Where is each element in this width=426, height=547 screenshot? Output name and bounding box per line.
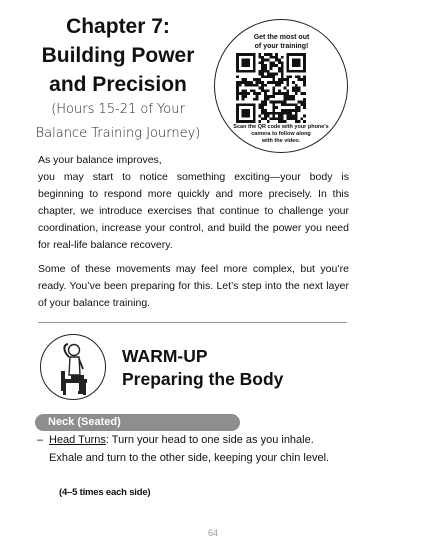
qr-module: [295, 117, 298, 120]
qr-module: [256, 92, 259, 95]
qr-module: [303, 115, 306, 118]
qr-module: [298, 75, 301, 78]
qr-module: [295, 87, 298, 90]
qr-module: [295, 115, 298, 118]
qr-module: [303, 92, 306, 95]
qr-module: [284, 109, 287, 112]
qr-module: [244, 81, 247, 84]
intro-paragraph-start: As your balance improves,: [38, 154, 162, 166]
qr-module: [270, 117, 273, 120]
qr-heading-line2: of your training!: [254, 43, 309, 50]
qr-module: [264, 59, 267, 62]
qr-module: [258, 73, 261, 76]
qr-module: [264, 109, 267, 112]
qr-module: [272, 92, 275, 95]
exercise-name: Head Turns: [49, 434, 106, 446]
qr-module: [250, 84, 253, 87]
qr-instructions: [222, 124, 340, 145]
qr-module: [295, 92, 298, 95]
qr-module: [284, 103, 287, 106]
qr-module: [298, 109, 301, 112]
qr-module: [250, 81, 253, 84]
qr-module: [272, 117, 275, 120]
qr-module: [303, 98, 306, 101]
qr-module: [286, 115, 289, 118]
qr-module: [270, 61, 273, 64]
qr-module: [261, 106, 264, 109]
qr-module: [281, 109, 284, 112]
qr-module: [278, 117, 281, 120]
qr-module: [275, 92, 278, 95]
qr-module: [275, 84, 278, 87]
qr-module: [275, 56, 278, 59]
qr-module: [253, 92, 256, 95]
qr-module: [295, 112, 298, 115]
qr-module: [275, 64, 278, 67]
qr-module: [270, 67, 273, 70]
qr-module: [278, 70, 281, 73]
qr-module: [267, 53, 270, 56]
qr-module: [267, 115, 270, 118]
qr-module: [278, 61, 281, 64]
qr-module: [272, 78, 275, 81]
qr-module: [247, 81, 250, 84]
section-divider: [38, 322, 347, 323]
qr-module: [275, 112, 278, 115]
qr-module: [298, 87, 301, 90]
qr-module: [264, 67, 267, 70]
qr-module: [261, 84, 264, 87]
qr-module: [258, 115, 261, 118]
qr-module: [281, 61, 284, 64]
qr-module: [258, 87, 261, 90]
qr-module: [286, 81, 289, 84]
qr-module: [253, 84, 256, 87]
qr-module: [242, 81, 245, 84]
qr-module: [286, 84, 289, 87]
qr-module: [239, 84, 242, 87]
qr-module: [275, 106, 278, 109]
qr-module: [264, 92, 267, 95]
qr-module: [278, 67, 281, 70]
qr-module: [256, 95, 259, 98]
chapter-subtitle-line1: (Hours 15-21 of Your: [51, 102, 185, 117]
qr-module: [258, 61, 261, 64]
qr-module: [261, 75, 264, 78]
qr-module: [275, 59, 278, 62]
qr-module: [292, 103, 295, 106]
qr-module: [236, 84, 239, 87]
qr-module: [244, 84, 247, 87]
qr-module: [278, 92, 281, 95]
qr-module: [261, 112, 264, 115]
qr-module: [298, 89, 301, 92]
qr-module: [286, 103, 289, 106]
qr-module: [284, 120, 287, 123]
qr-module: [303, 106, 306, 109]
bullet-dash: –: [37, 434, 44, 446]
qr-module: [267, 70, 270, 73]
qr-module: [256, 84, 259, 87]
qr-module: [292, 117, 295, 120]
qr-module: [284, 112, 287, 115]
qr-module: [253, 78, 256, 81]
qr-module: [236, 89, 239, 92]
qr-module: [295, 84, 298, 87]
seated-stretch-illustration-icon: [40, 334, 106, 400]
qr-module: [292, 87, 295, 90]
qr-module: [264, 117, 267, 120]
qr-module: [281, 78, 284, 81]
qr-module: [264, 112, 267, 115]
qr-module: [270, 56, 273, 59]
qr-module: [244, 78, 247, 81]
qr-module: [244, 95, 247, 98]
qr-module: [298, 120, 301, 123]
qr-module: [264, 70, 267, 73]
qr-module: [272, 64, 275, 67]
qr-module: [289, 117, 292, 120]
chapter-title-line3: and Precision: [49, 73, 187, 96]
qr-module: [270, 73, 273, 76]
qr-module: [264, 115, 267, 118]
qr-module: [289, 95, 292, 98]
qr-module: [300, 117, 303, 120]
qr-module: [281, 67, 284, 70]
qr-module: [275, 81, 278, 84]
qr-module: [270, 53, 273, 56]
qr-module: [281, 92, 284, 95]
qr-module: [298, 101, 301, 104]
qr-instructions-line1: Scan the QR code with your phone's: [233, 124, 329, 130]
qr-module: [272, 56, 275, 59]
qr-module: [284, 92, 287, 95]
qr-module: [258, 70, 261, 73]
qr-module: [239, 92, 242, 95]
qr-module: [264, 84, 267, 87]
qr-module: [303, 84, 306, 87]
qr-module: [286, 112, 289, 115]
qr-module: [286, 78, 289, 81]
qr-module: [275, 101, 278, 104]
qr-module: [272, 61, 275, 64]
qr-module: [281, 103, 284, 106]
encouragement-paragraph: Some of these movements may feel more complex, but you’re ready. You’ve been preparing for this. Let’s step into the next layer of your balance training.: [38, 263, 349, 309]
qr-module: [278, 115, 281, 118]
qr-module: [261, 73, 264, 76]
qr-module: [261, 61, 264, 64]
qr-instructions-line3: with the video.: [261, 138, 301, 144]
qr-module: [264, 95, 267, 98]
qr-module: [261, 87, 264, 90]
qr-module: [256, 81, 259, 84]
qr-module: [272, 89, 275, 92]
qr-module: [264, 64, 267, 67]
qr-module: [239, 81, 242, 84]
chapter-subtitle: [30, 98, 206, 146]
qr-module: [258, 56, 261, 59]
qr-module: [292, 98, 295, 101]
qr-module: [236, 98, 239, 101]
qr-module: [303, 78, 306, 81]
qr-module: [264, 75, 267, 78]
chapter-title: [28, 12, 208, 99]
qr-module: [261, 103, 264, 106]
qr-module: [284, 98, 287, 101]
qr-heading-line1: Get the most out: [253, 34, 310, 41]
qr-module: [270, 64, 273, 67]
qr-module: [258, 81, 261, 84]
qr-module: [278, 59, 281, 62]
qr-module: [300, 78, 303, 81]
qr-module: [272, 75, 275, 78]
qr-module: [272, 95, 275, 98]
qr-module: [261, 109, 264, 112]
qr-module: [270, 112, 273, 115]
qr-module: [264, 89, 267, 92]
qr-module: [261, 70, 264, 73]
qr-module: [258, 120, 261, 123]
qr-module: [244, 89, 247, 92]
qr-module: [258, 106, 261, 109]
qr-module: [281, 101, 284, 104]
qr-finder-pattern: [292, 59, 300, 67]
qr-module: [300, 101, 303, 104]
warmup-heading-line1: WARM-UP: [122, 346, 208, 366]
qr-module: [261, 81, 264, 84]
qr-module: [272, 87, 275, 90]
qr-module: [267, 81, 270, 84]
qr-module: [267, 98, 270, 101]
qr-module: [289, 109, 292, 112]
qr-module: [258, 78, 261, 81]
qr-module: [236, 95, 239, 98]
qr-module: [295, 75, 298, 78]
qr-module: [303, 101, 306, 104]
qr-module: [284, 101, 287, 104]
qr-module: [286, 98, 289, 101]
warmup-heading-line2: Preparing the Body: [122, 369, 284, 389]
qr-module: [247, 84, 250, 87]
qr-finder-pattern: [242, 109, 250, 117]
qr-module: [247, 92, 250, 95]
qr-module: [278, 89, 281, 92]
qr-module: [295, 109, 298, 112]
qr-module: [250, 89, 253, 92]
qr-module: [272, 109, 275, 112]
qr-module: [272, 103, 275, 106]
intro-paragraph: you may start to notice something exciting—your body is beginning to respond more quickly and more precisely. In this chapter, we introduce exercises that continue to challenge your coordination, increase your control, and build the power you need for real-life balance recovery.: [38, 171, 349, 251]
qr-module: [286, 75, 289, 78]
qr-module: [292, 115, 295, 118]
qr-finder-pattern: [242, 59, 250, 67]
qr-module: [261, 64, 264, 67]
qr-module: [289, 112, 292, 115]
qr-module: [295, 106, 298, 109]
page-number: 64: [207, 528, 218, 538]
qr-module: [303, 120, 306, 123]
qr-module: [258, 53, 261, 56]
qr-module: [298, 78, 301, 81]
qr-module: [256, 78, 259, 81]
qr-module: [272, 101, 275, 104]
qr-module: [261, 67, 264, 70]
qr-module: [242, 92, 245, 95]
qr-code-icon[interactable]: [236, 53, 306, 123]
qr-module: [292, 81, 295, 84]
qr-module: [281, 56, 284, 59]
qr-module: [236, 87, 239, 90]
qr-module: [281, 73, 284, 76]
chapter-title-line1: Chapter 7:: [66, 15, 170, 38]
qr-module: [267, 95, 270, 98]
qr-module: [261, 101, 264, 104]
qr-module: [244, 92, 247, 95]
qr-module: [295, 120, 298, 123]
qr-module: [275, 53, 278, 56]
qr-module: [272, 73, 275, 76]
qr-module: [264, 98, 267, 101]
qr-module: [267, 120, 270, 123]
qr-module: [275, 117, 278, 120]
qr-module: [272, 115, 275, 118]
qr-module: [300, 103, 303, 106]
qr-module: [270, 81, 273, 84]
qr-module: [253, 98, 256, 101]
qr-module: [278, 84, 281, 87]
chapter-title-line2: Building Power: [41, 44, 195, 67]
qr-module: [303, 103, 306, 106]
qr-module: [289, 103, 292, 106]
qr-module: [286, 95, 289, 98]
qr-module: [281, 64, 284, 67]
qr-module: [267, 112, 270, 115]
qr-module: [303, 75, 306, 78]
qr-instructions-line2: camera to follow along: [251, 131, 311, 137]
qr-module: [286, 92, 289, 95]
qr-module: [270, 75, 273, 78]
qr-module: [258, 103, 261, 106]
qr-module: [270, 101, 273, 104]
qr-module: [261, 117, 264, 120]
qr-module: [278, 120, 281, 123]
qr-module: [281, 70, 284, 73]
qr-module: [275, 73, 278, 76]
qr-heading: [228, 33, 335, 51]
qr-module: [272, 106, 275, 109]
warmup-heading: [122, 345, 283, 391]
qr-module: [264, 53, 267, 56]
qr-module: [278, 81, 281, 84]
qr-module: [264, 101, 267, 104]
qr-module: [281, 117, 284, 120]
qr-module: [242, 95, 245, 98]
qr-module: [289, 98, 292, 101]
qr-module: [295, 103, 298, 106]
qr-module: [292, 95, 295, 98]
qr-module: [300, 92, 303, 95]
qr-module: [261, 59, 264, 62]
qr-module: [258, 92, 261, 95]
qr-module: [242, 89, 245, 92]
qr-module: [270, 95, 273, 98]
qr-module: [281, 112, 284, 115]
qr-module: [281, 81, 284, 84]
qr-module: [267, 59, 270, 62]
qr-module: [267, 89, 270, 92]
exercise-instructions: : Turn your head to one side as you inhale. Exhale and turn to the other side, keeping your chin level.: [49, 434, 330, 464]
section-label: Neck (Seated): [48, 416, 121, 428]
qr-module: [295, 89, 298, 92]
qr-module: [236, 75, 239, 78]
repetitions-note: (4–5 times each side): [59, 487, 151, 498]
chapter-subtitle-line2: Balance Training Journey): [35, 126, 201, 141]
qr-module: [267, 75, 270, 78]
qr-module: [292, 109, 295, 112]
qr-module: [303, 81, 306, 84]
qr-module: [286, 89, 289, 92]
qr-module: [253, 89, 256, 92]
qr-module: [284, 95, 287, 98]
qr-module: [261, 56, 264, 59]
qr-module: [267, 73, 270, 76]
qr-module: [236, 81, 239, 84]
qr-module: [242, 78, 245, 81]
qr-module: [278, 112, 281, 115]
qr-module: [286, 109, 289, 112]
qr-module: [256, 98, 259, 101]
qr-module: [289, 115, 292, 118]
qr-module: [286, 117, 289, 120]
qr-module: [281, 115, 284, 118]
qr-module: [278, 78, 281, 81]
qr-module: [242, 98, 245, 101]
qr-module: [281, 75, 284, 78]
qr-module: [272, 112, 275, 115]
qr-module: [272, 81, 275, 84]
qr-module: [278, 101, 281, 104]
qr-module: [261, 89, 264, 92]
qr-module: [292, 89, 295, 92]
qr-module: [264, 103, 267, 106]
qr-module: [298, 106, 301, 109]
qr-module: [289, 75, 292, 78]
qr-module: [284, 78, 287, 81]
qr-module: [281, 120, 284, 123]
qr-module: [236, 92, 239, 95]
qr-module: [284, 87, 287, 90]
